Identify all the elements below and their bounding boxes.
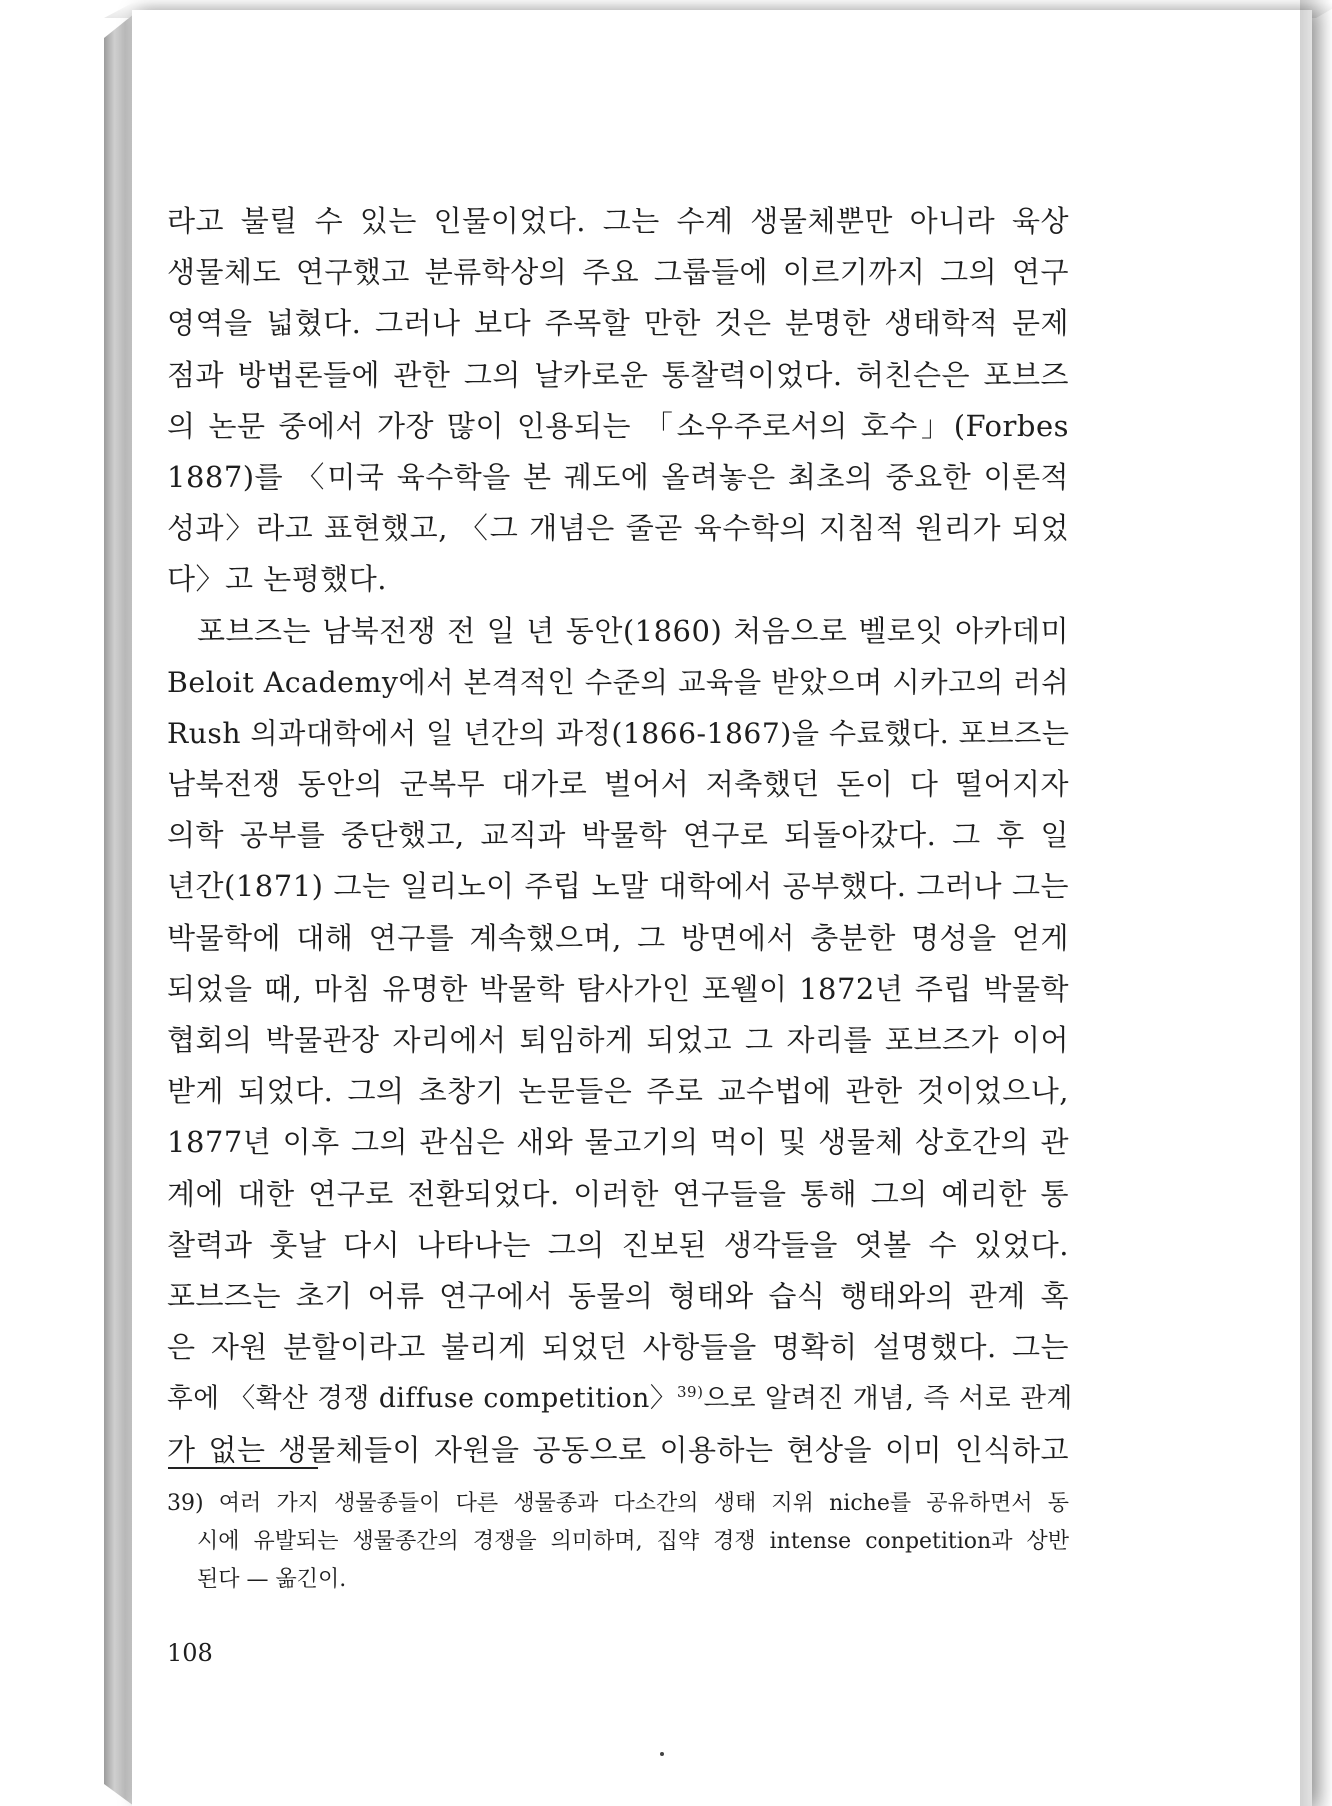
book-side-edge: [104, 14, 134, 1806]
page-shadow: [1300, 0, 1332, 1806]
text-line: 의 논문 중에서 가장 많이 인용되는 「소우주로서의 호수」(Forbes: [167, 408, 1069, 443]
text-line: 생물체도 연구했고 분류학상의 주요 그룹들에 이르기까지 그의 연구: [167, 255, 1069, 290]
footnote-reference[interactable]: 39): [677, 1383, 704, 1402]
text-line: 가 없는 생물체들이 자원을 공동으로 이용하는 현상을 이미 인식하고: [167, 1432, 1069, 1467]
text-line: Beloit Academy에서 본격적인 수준의 교육을 받았으며 시카고의 러쉬: [167, 665, 1070, 699]
text-line: 1877년 이후 그의 관심은 새와 물고기의 먹이 및 생물체 상호간의 관: [167, 1125, 1069, 1160]
text-line: 다〉고 논평했다.: [167, 562, 388, 597]
text-line: Rush 의과대학에서 일 년간의 과정(1866-1867)을 수료했다. 포브즈는: [167, 716, 1070, 750]
text-line: 은 자원 분할이라고 불리게 되었던 사항들을 명확히 설명했다. 그는: [167, 1330, 1069, 1365]
text-segment: 후에 〈확산 경쟁 diffuse competition〉: [167, 1383, 678, 1415]
body-text: [167, 196, 1073, 1476]
text-line: 박물학에 대해 연구를 계속했으며, 그 방면에서 충분한 명성을 얻게: [167, 920, 1069, 955]
footnote-line: 된다 — 옮긴이.: [197, 1567, 347, 1592]
text-line: 남북전쟁 동안의 군복무 대가로 벌어서 저축했던 돈이 다 떨어지자: [167, 767, 1069, 802]
paragraph-start-line: 포브즈는 남북전쟁 전 일 년 동안(1860) 처음으로 벨로잇 아카데미: [197, 613, 1069, 648]
footnote-divider: [168, 1467, 318, 1469]
footnote: [167, 1485, 1069, 1599]
text-line: 찰력과 훗날 다시 나타나는 그의 진보된 생각들을 엿볼 수 있었다.: [167, 1227, 1069, 1262]
text-line: 포브즈는 초기 어류 연구에서 동물의 형태와 습식 행태와의 관계 혹: [167, 1278, 1069, 1313]
text-line: 1887)를 〈미국 육수학을 본 궤도에 올려놓은 최초의 중요한 이론적: [167, 459, 1069, 494]
text-line: 의학 공부를 중단했고, 교직과 박물학 연구로 되돌아갔다. 그 후 일: [167, 818, 1069, 853]
scan-speck: [660, 1752, 664, 1756]
text-line: 성과〉라고 표현했고, 〈그 개념은 줄곧 육수학의 지침적 원리가 되었: [167, 511, 1069, 546]
text-line: 점과 방법론들에 관한 그의 날카로운 통찰력이었다. 허친슨은 포브즈: [167, 357, 1069, 392]
text-line: 계에 대한 연구로 전환되었다. 이러한 연구들을 통해 그의 예리한 통: [167, 1176, 1069, 1211]
text-line: 영역을 넓혔다. 그러나 보다 주목할 만한 것은 분명한 생태학적 문제: [167, 306, 1069, 341]
text-line: 라고 불릴 수 있는 인물이었다. 그는 수계 생물체뿐만 아니라 육상: [167, 204, 1069, 238]
text-line: 년간(1871) 그는 일리노이 주립 노말 대학에서 공부했다. 그러나 그는: [167, 869, 1069, 904]
text-line: 협회의 박물관장 자리에서 퇴임하게 되었고 그 자리를 포브즈가 이어: [167, 1023, 1069, 1057]
page-number: 108: [167, 1639, 213, 1667]
text-line: 받게 되었다. 그의 초창기 논문들은 주로 교수법에 관한 것이었으나,: [167, 1074, 1069, 1109]
footnote-line: 시에 유발되는 생물종간의 경쟁을 의미하며, 집약 경쟁 intense conpetition과 상반: [197, 1529, 1069, 1554]
text-line-with-footnote: [167, 1373, 1073, 1424]
footnote-line: 39) 여러 가지 생물종들이 다른 생물종과 다소간의 생태 지위 niche를 공유하면서 동: [167, 1491, 1069, 1516]
text-line: 되었을 때, 마침 유명한 박물학 탐사가인 포웰이 1872년 주립 박물학: [167, 971, 1069, 1006]
text-segment: 으로 알려진 개념, 즉 서로 관계: [703, 1383, 1073, 1415]
